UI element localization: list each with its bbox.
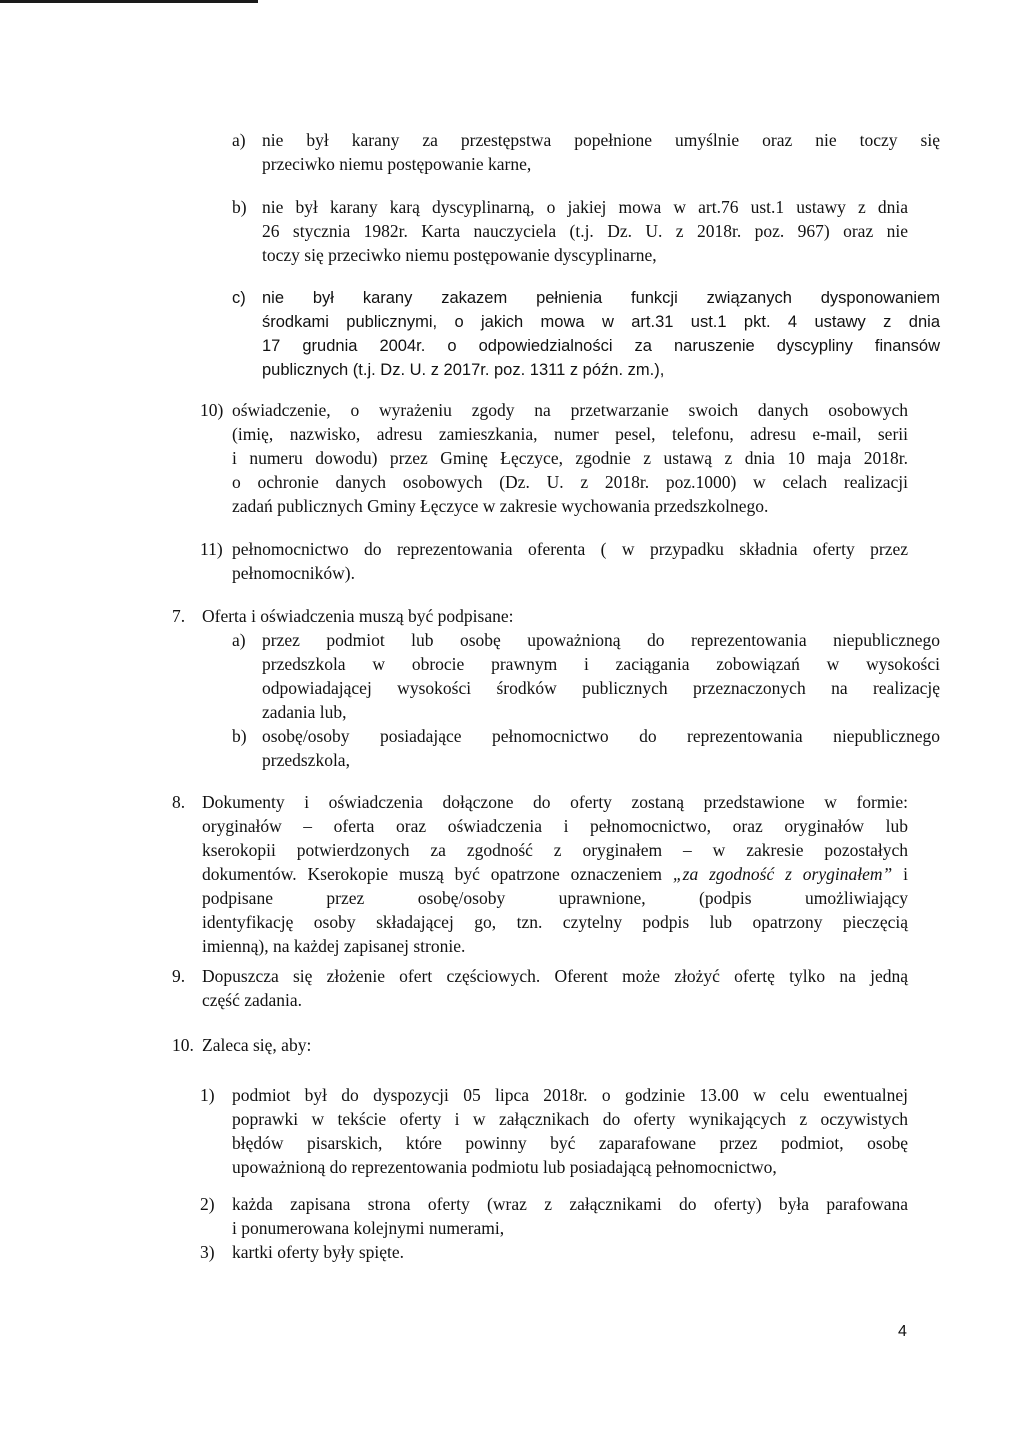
item-label: 10) (200, 400, 224, 420)
text-line: i ponumerowana kolejnymi numerami, (232, 1218, 505, 1238)
text-line: nie był karany zakazem pełnienia funkcji związanych dysponowaniem (262, 289, 940, 307)
item-label: a) (232, 630, 246, 650)
italic-phrase: „za zgodność z oryginałem” (672, 864, 893, 884)
text-line: przedszkola, (262, 750, 350, 770)
text-line: błędów pisarskich, które powinny być zaparafowane przez podmiot, osobę (232, 1133, 908, 1153)
text-line: i podpisane przez osobę/osoby uprawnione, (podpis umożliwiający (202, 864, 909, 908)
text-line: pełnomocników). (232, 563, 355, 583)
text-line: identyfikację osoby składającej go, tzn. czytelny podpis lub opatrzony pieczęcią (202, 912, 908, 932)
scan-top-edge (0, 0, 258, 3)
item-label: 2) (200, 1194, 215, 1214)
text-line: 26 stycznia 1982r. Karta nauczyciela (t.j. Dz. U. z 2018r. poz. 967) oraz nie (262, 221, 908, 241)
text-line: oświadczenie, o wyrażeniu zgody na przetwarzanie swoich danych osobowych (232, 400, 908, 420)
text-line: zadań publicznych Gminy Łęczyce w zakresie wychowania przedszkolnego. (232, 496, 769, 516)
text-line: Zaleca się, aby: (202, 1035, 312, 1055)
text-line: o ochronie danych osobowych (Dz. U. z 2018r. poz.1000) w celach realizacji (232, 472, 908, 492)
item-label: 11) (200, 539, 223, 559)
item-label: 3) (200, 1242, 215, 1262)
text-line: zadania lub, (262, 702, 347, 722)
text-line: imienną), na każdej zapisanej stronie. (202, 936, 466, 956)
text-line: przez podmiot lub osobę upoważnioną do reprezentowania niepublicznego (262, 630, 940, 650)
text-line: upoważnioną do reprezentowania podmiotu lub posiadającą pełnomocnictwo, (232, 1157, 777, 1177)
section-label: 7. (172, 606, 186, 626)
text-line: odpowiadającej wysokości środków publicznych przeznaczonych na realizację (262, 678, 940, 698)
text-line: oryginałów – oferta oraz oświadczenia i pełnomocnictwo, oraz oryginałów lub (202, 816, 908, 836)
text-line: Dokumenty i oświadczenia dołączone do oferty zostaną przedstawione w formie: (202, 792, 908, 812)
text-line: osobę/osoby posiadające pełnomocnictwo do reprezentowania niepublicznego (262, 726, 940, 746)
page-number: 4 (898, 1323, 907, 1340)
item-label: b) (232, 726, 247, 746)
text-line: każda zapisana strona oferty (wraz z załącznikami do oferty) była parafowana (232, 1194, 908, 1214)
item-label: 1) (200, 1085, 215, 1105)
text-line: kserokopii potwierdzonych za zgodność z oryginałem – w zakresie pozostałych (202, 840, 908, 860)
text-line: 17 grudnia 2004r. o odpowiedzialności za naruszenie dyscypliny finansów (262, 337, 940, 355)
text-line: poprawki w tekście oferty i w załącznikach do oferty wynikających z oczywistych (232, 1109, 908, 1129)
section-label: 10. (172, 1035, 194, 1055)
text-line: toczy się przeciwko niemu postępowanie dyscyplinarne, (262, 245, 657, 265)
item-label: b) (232, 197, 247, 217)
text-line: część zadania. (202, 990, 303, 1010)
text-line: pełnomocnictwo do reprezentowania oferenta ( w przypadku składnia oferty przez (232, 539, 908, 559)
item-label: a) (232, 130, 246, 150)
text-line: (imię, nazwisko, adresu zamieszkania, numer pesel, telefonu, adresu e-mail, serii (232, 424, 908, 444)
text-line: dokumentów. Kserokopie muszą być opatrzone oznaczeniem (202, 864, 663, 884)
text-line: nie był karany za przestępstwa popełnione umyślnie oraz nie toczy się (262, 130, 940, 150)
text-line: nie był karany karą dyscyplinarną, o jakiej mowa w art.76 ust.1 ustawy z dnia (262, 197, 908, 217)
text-line: Dopuszcza się złożenie ofert częściowych. Oferent może złożyć ofertę tylko na jedną (202, 966, 908, 986)
text-line: i numeru dowodu) przez Gminę Łęczyce, zgodnie z ustawą z dnia 10 maja 2018r. (232, 448, 908, 468)
text-line: kartki oferty były spięte. (232, 1242, 405, 1262)
item-label: c) (232, 289, 246, 307)
text-line: środkami publicznymi, o jakich mowa w art.31 ust.1 pkt. 4 ustawy z dnia (262, 313, 940, 331)
section-label: 8. (172, 792, 186, 812)
section-label: 9. (172, 966, 186, 986)
text-line: Oferta i oświadczenia muszą być podpisane: (202, 606, 514, 626)
text-line: publicznych (t.j. Dz. U. z 2017r. poz. 1311 z późn. zm.), (262, 361, 665, 379)
text-line: przeciwko niemu postępowanie karne, (262, 154, 532, 174)
text-line: przedszkola w obrocie prawnym i zaciągania zobowiązań w wysokości (262, 654, 940, 674)
text-line: podmiot był do dyspozycji 05 lipca 2018r. o godzinie 13.00 w celu ewentualnej (232, 1085, 908, 1105)
